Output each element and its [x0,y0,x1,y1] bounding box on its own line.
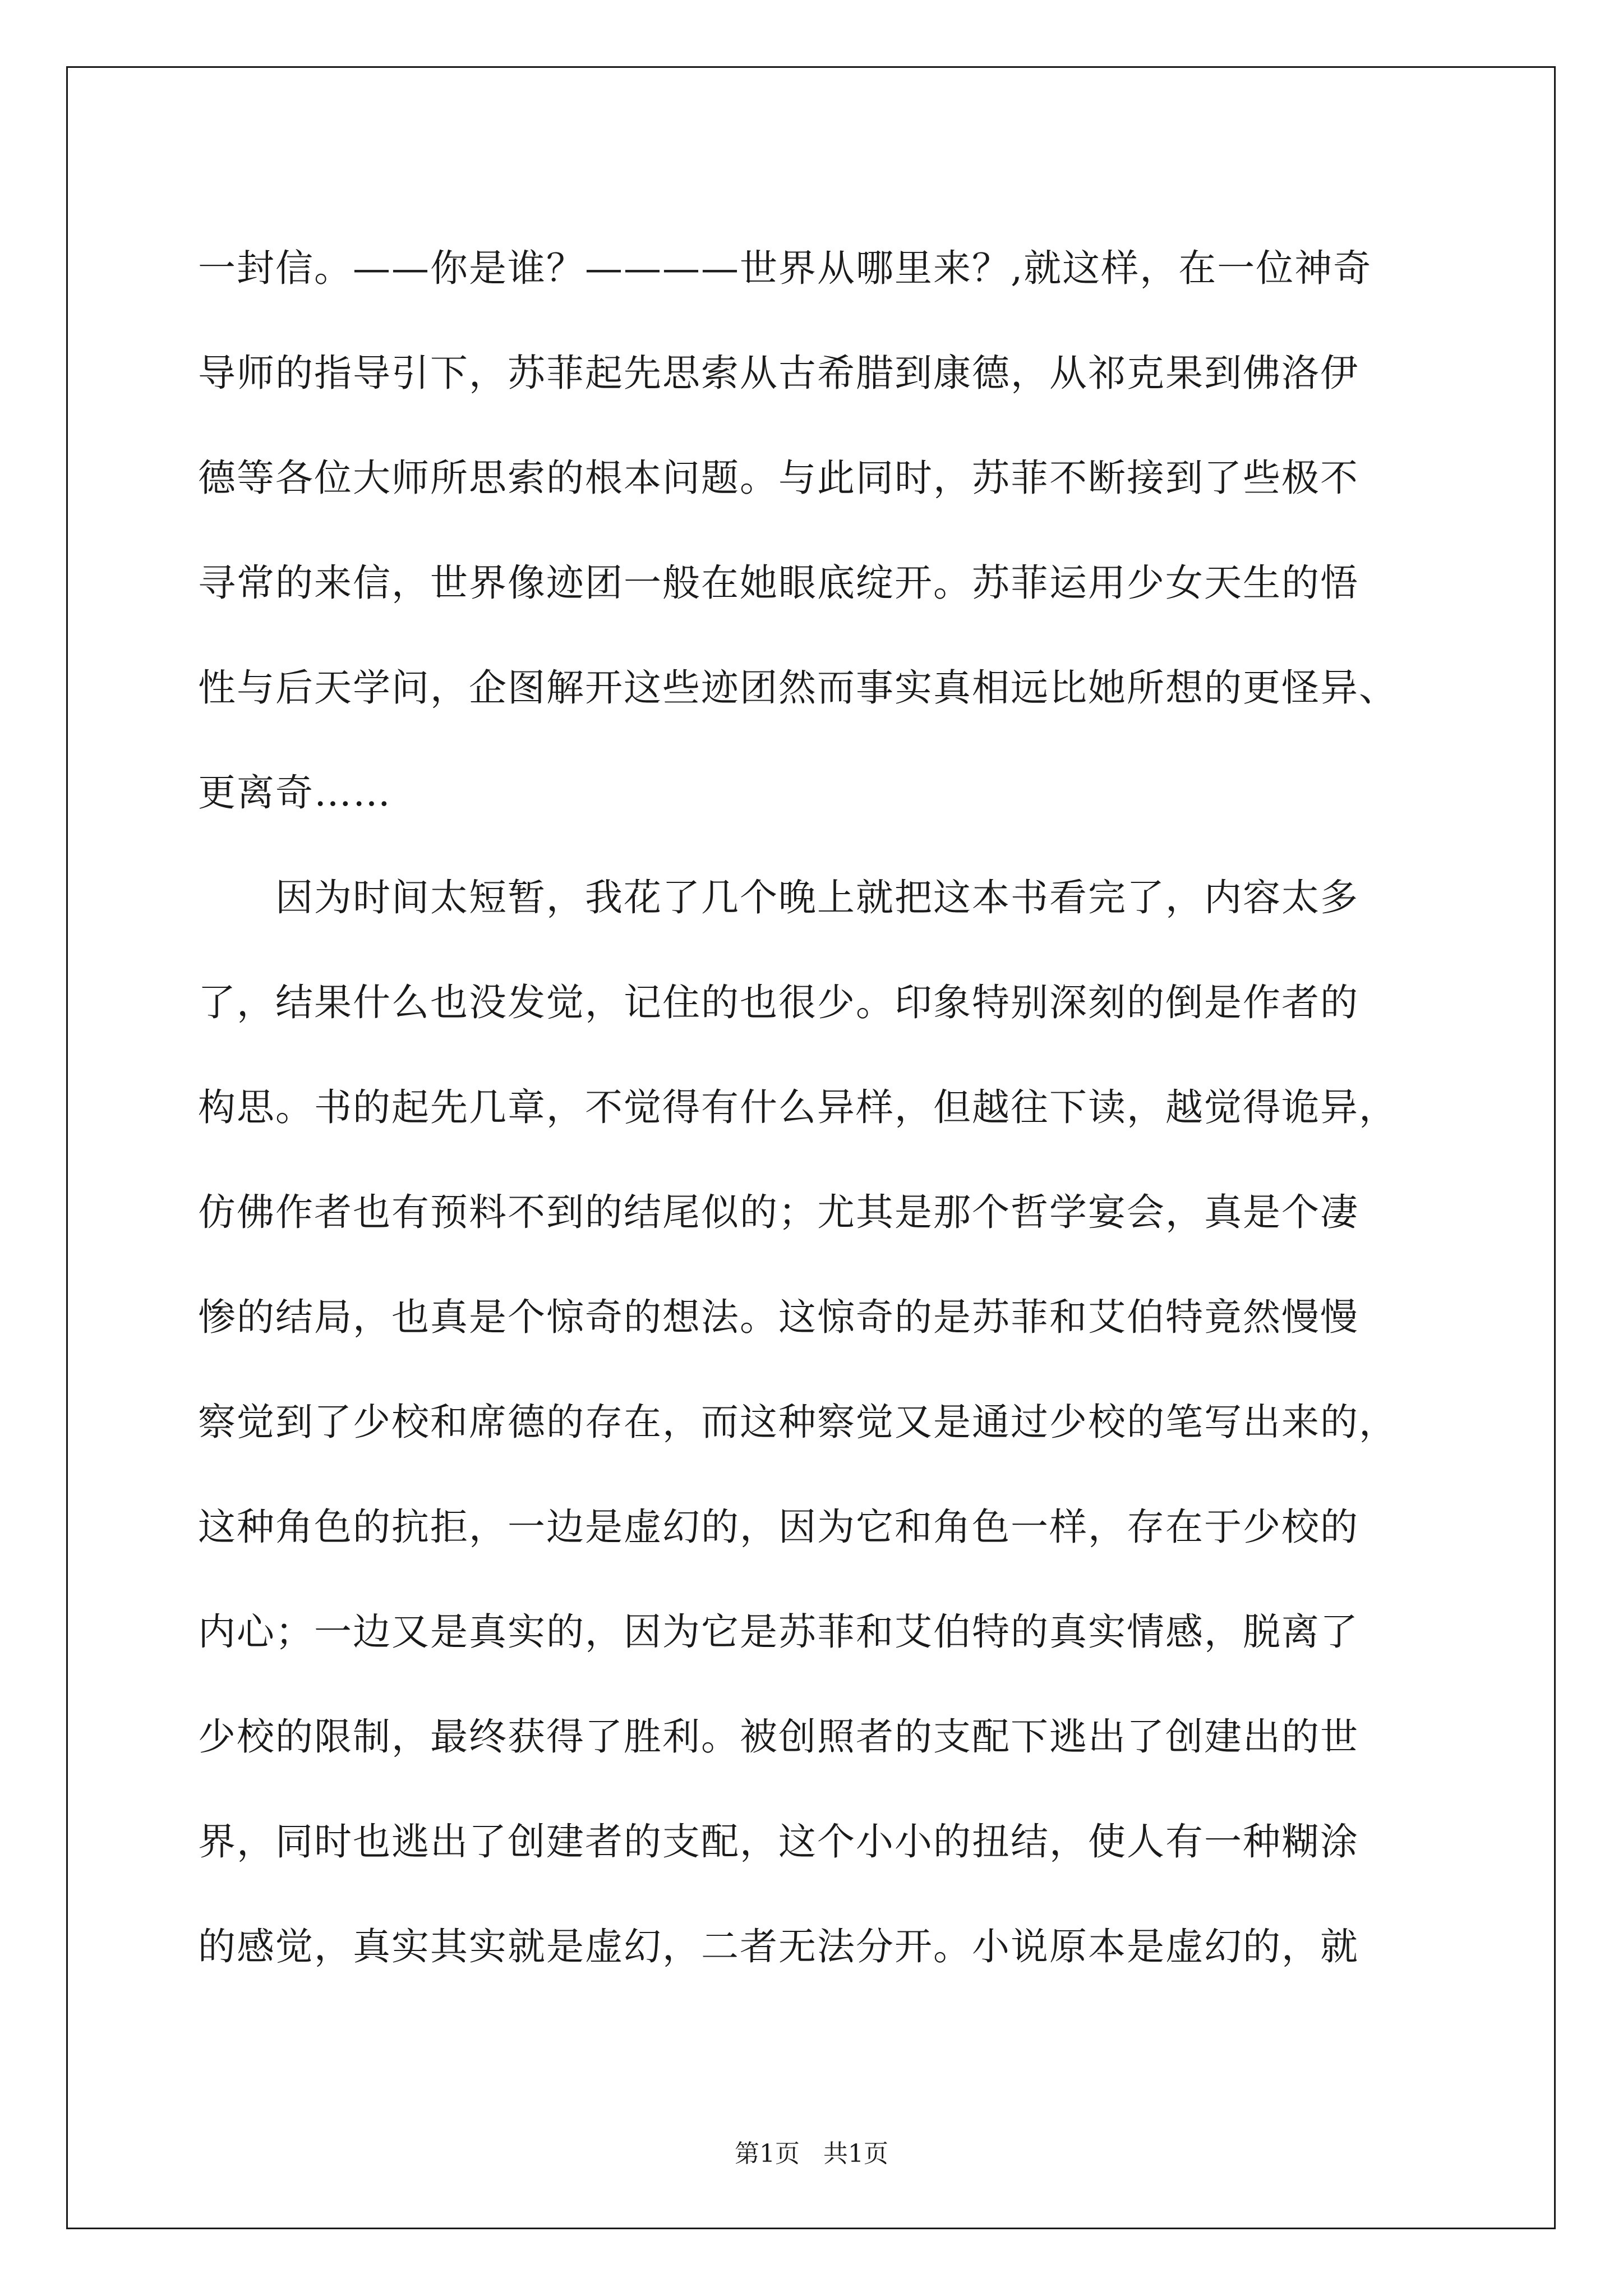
text-line: 仿佛作者也有预料不到的结尾似的；尤其是那个哲学宴会，真是个凄 [198,1190,1359,1234]
footer-spacer [800,2139,823,2168]
text-line: 因为时间太短暂，我花了几个晚上就把这本书看完了，内容太多 [198,876,1359,919]
text-line: 这种角色的抗拒，一边是虚幻的，因为它和角色一样，存在于少校的 [198,1505,1359,1549]
text-line: 了，结果什么也没发觉，记住的也很少。印象特别深刻的倒是作者的 [198,981,1359,1024]
page-number: 第1页 [735,2139,800,2168]
text-line: 察觉到了少校和席德的存在，而这种察觉又是通过少校的笔写出来的， [198,1400,1398,1444]
text-line: 导师的指导引下，苏菲起先思索从古希腊到康德，从祁克果到佛洛伊 [198,351,1359,395]
text-line: 少校的限制，最终获得了胜利。被创照者的支配下逃出了创建出的世 [198,1715,1359,1759]
paragraph-1 [198,216,1426,845]
text-line: 性与后天学问，企图解开这些迹团然而事实真相远比她所想的更怪异、 [198,666,1398,710]
paragraph-2 [198,845,1426,1999]
text-line: 一封信。——你是谁？————世界从哪里来？,就这样，在一位神奇 [198,246,1372,290]
text-line: 的感觉，真实其实就是虚幻，二者无法分开。小说原本是虚幻的，就 [198,1925,1359,1968]
text-line: 德等各位大师所思索的根本问题。与此同时，苏菲不断接到了些极不 [198,456,1359,500]
page-total: 共1页 [823,2139,888,2168]
text-line: 界，同时也逃出了创建者的支配，这个小小的扭结，使人有一种糊涂 [198,1820,1359,1864]
text-line: 构思。书的起先几章，不觉得有什么异样，但越往下读，越觉得诡异， [198,1085,1398,1129]
document-body [198,216,1426,1999]
text-line: 寻常的来信，世界像迹团一般在她眼底绽开。苏菲运用少女天生的悟 [198,561,1359,605]
page-footer [0,2137,1623,2171]
text-line: 更离奇…… [198,771,391,815]
text-line: 惨的结局，也真是个惊奇的想法。这惊奇的是苏菲和艾伯特竟然慢慢 [198,1295,1359,1339]
text-line: 内心；一边又是真实的，因为它是苏菲和艾伯特的真实情感，脱离了 [198,1610,1359,1654]
